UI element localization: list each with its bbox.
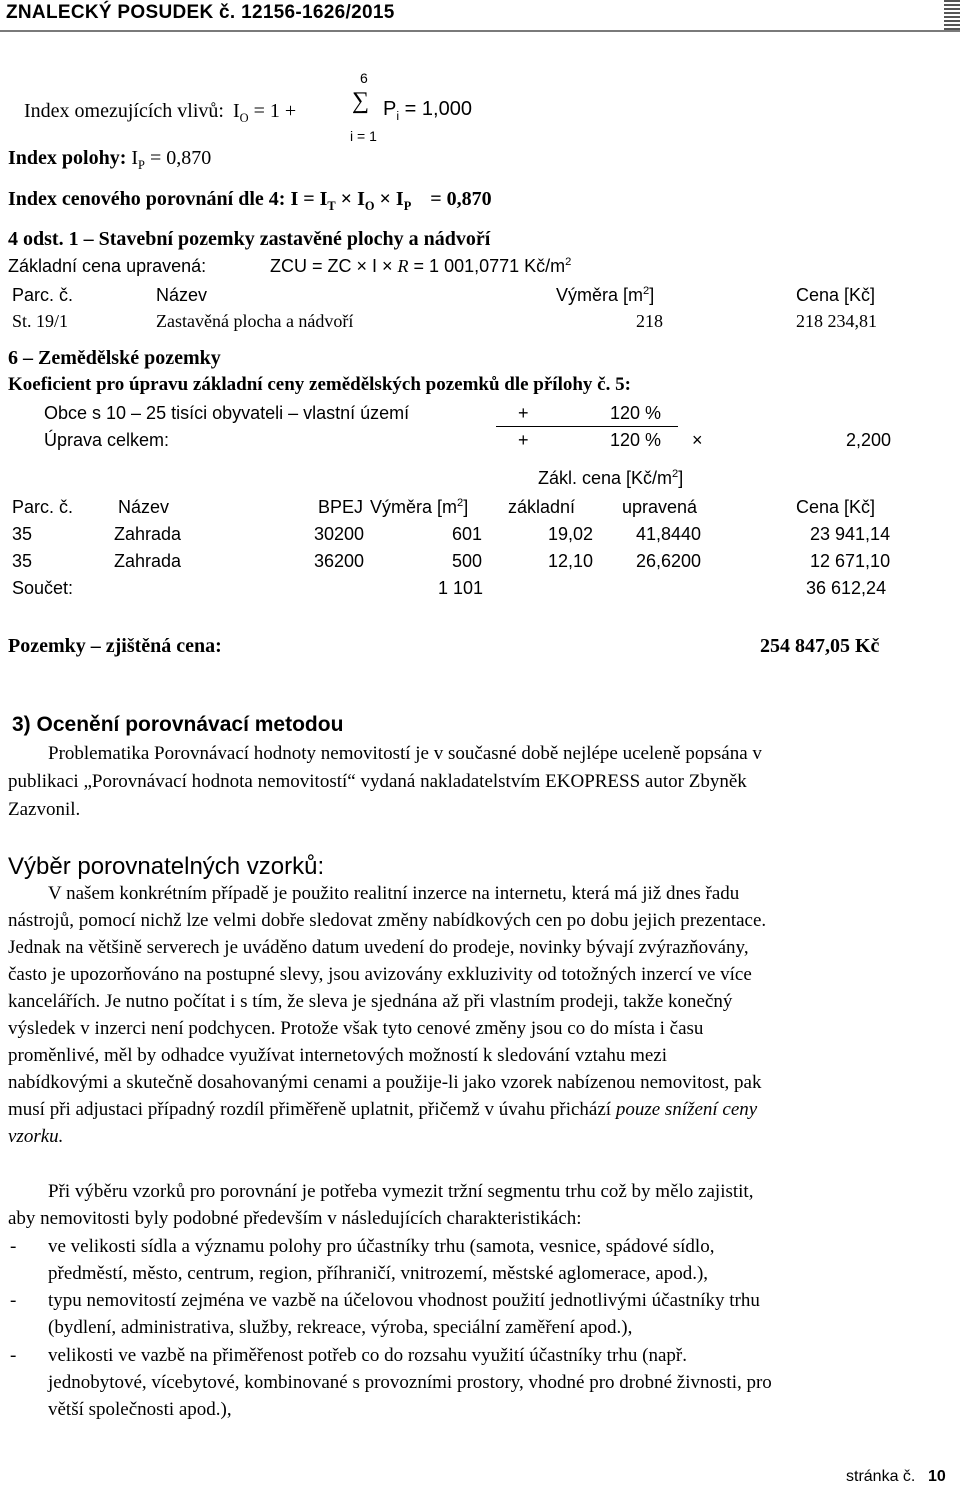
obce-label: Obce s 10 – 25 tisíci obyvateli – vlastní území xyxy=(44,403,410,423)
header-decoration xyxy=(944,0,960,30)
zcu-label: Základní cena upravená: xyxy=(8,256,207,276)
section-heading: 3) Ocenění porovnávací metodou xyxy=(12,713,344,736)
cell-bpej: 30200 xyxy=(314,524,365,544)
page-label: stránka č. xyxy=(846,1468,916,1485)
para-line: proměnlivé, měl by odhadce využívat internetových možností k sledování vztahu mezi xyxy=(8,1045,668,1066)
header-rule xyxy=(0,30,960,32)
para-line: nabídkovými a skutečně dosahovanými cenami a použije-li jako vzorek nabízenou nemovitost, pak xyxy=(8,1072,762,1093)
koeficient-text: Koeficient pro úpravu základní ceny zemědělských pozemků dle přílohy č. 5: xyxy=(8,374,631,395)
cell-bpej: 36200 xyxy=(314,551,365,571)
index-cenoveho-porovnani: Index cenového porovnání dle 4: $I = I_T \times I_O \times I_P = 0,870$ xyxy=(8,188,492,213)
cell-upravena: 41,8440 xyxy=(636,524,702,544)
cell-vymera: 218 xyxy=(636,311,663,331)
col-header-vymera: Výměra $[m^2]$ xyxy=(556,285,655,305)
para-line: Problematika Porovnávací hodnoty nemovitostí je v současné době nejlépe uceleně popsána v xyxy=(48,743,762,764)
index-polohy: Index polohy: $I_P = 0,870$ xyxy=(8,147,212,172)
col-header-cena: Cena [Kč] xyxy=(796,497,876,517)
sum-vymera: 1 101 xyxy=(438,578,484,598)
sum-cena: 36 612,24 xyxy=(806,578,887,598)
section-heading: Výběr porovnatelných vzorků: xyxy=(8,853,325,880)
section-heading: 4 odst. 1 – Stavební pozemky zastavěné plochy a nádvoří xyxy=(8,228,491,250)
header-title: ZNALECKÝ POSUDEK č. 12156-1626/2015 xyxy=(6,2,395,23)
cell-nazev: Zastavěná plocha a nádvoří xyxy=(156,311,354,331)
para-line: nástrojů, pomocí nichž lze velmi dobře sledovat změny nabídkových cen po dobu jejich prezentace. xyxy=(8,910,767,931)
section-heading: 6 – Zemědělské pozemky xyxy=(8,347,221,369)
para-line: publikaci „Porovnávací hodnota nemovitostí“ vydaná nakladatelstvím EKOPRESS autor Zbyněk xyxy=(8,771,747,792)
uprava-label: Úprava celkem: xyxy=(44,430,170,450)
cell-parc: 35 xyxy=(12,524,33,544)
col-header-cena: Cena [Kč] xyxy=(796,285,876,305)
col-header-parc: Parc. č. xyxy=(12,285,74,305)
page-number: 10 xyxy=(928,1468,946,1485)
obce-sign: + xyxy=(518,403,529,423)
page-header xyxy=(0,0,960,30)
para-line: musí při adjustaci případný rozdíl přiměřeně uplatnit, přičemž v úvahu přichází pouze snížení ceny xyxy=(8,1099,758,1120)
sum-label: Součet: xyxy=(12,578,74,598)
index-omezujicich-sum: $P_i = 1,000$ xyxy=(383,98,472,123)
group-header-zakl-cena: Zákl. cena $[Kč/m^2]$ xyxy=(538,468,684,488)
para-line: výsledek v inzerci není podchycen. Protože však tyto cenové změny jsou co do místa i času xyxy=(8,1018,704,1039)
para-line: často je upozorňováno na postupné slevy, jsou avizovány exkluzivity od totožných inzercí ve více xyxy=(8,964,752,985)
cell-cena: 12 671,10 xyxy=(810,551,891,571)
uprava-value: 120 % xyxy=(610,430,662,450)
cell-cena: 23 941,14 xyxy=(810,524,891,544)
col-header-parc: Parc. č. xyxy=(12,497,74,517)
sum-lower-limit: i = 1 xyxy=(350,128,377,144)
cell-cena: 218 234,81 xyxy=(796,311,877,331)
cell-nazev: Zahrada xyxy=(114,524,182,544)
pozemky-label: Pozemky – zjištěná cena: xyxy=(8,635,222,657)
col-header-nazev: Název xyxy=(156,285,208,305)
cell-vymera: 601 xyxy=(452,524,483,544)
col-header-bpej: BPEJ xyxy=(318,497,364,517)
index-omezujicich: Index omezujících vlivů: $I_O = 1$ + xyxy=(24,100,297,125)
col-header-zakladni: základní xyxy=(508,497,576,517)
bullet-dash: - xyxy=(10,1290,17,1311)
cell-vymera: 500 xyxy=(452,551,483,571)
para-line: Při výběru vzorků pro porovnání je potřeba vymezit tržní segmentu trhu což by mělo zajistit, xyxy=(48,1181,754,1202)
col-header-nazev: Název xyxy=(118,497,170,517)
col-header-vymera: Výměra $[m^2]$ xyxy=(370,497,469,517)
cell-upravena: 26,6200 xyxy=(636,551,702,571)
times-sign: × xyxy=(692,430,703,450)
para-line: vzorku. xyxy=(8,1126,64,1147)
para-line: Jednak na většině serverech je uváděno datum uvedení do prodeje, novinky bývají zvýrazňovány, xyxy=(8,937,749,958)
cell-parc: St. 19/1 xyxy=(12,311,69,331)
obce-value: 120 % xyxy=(610,403,662,423)
sum-symbol: ∑ xyxy=(352,88,370,114)
zcu-formula: ZCU = ZC × I × R = 1 001,0771 $Kč/m^2$ xyxy=(270,256,572,276)
bullet-line: jednobytové, vícebytové, kombinované s provozními prostory, vhodné pro drobné živnosti, pro xyxy=(48,1372,772,1393)
bullet-line: předměstí, město, centrum, region, příhraničí, vnitrozemí, městské aglomerace, apod.), xyxy=(48,1263,709,1284)
para-line: Zazvonil. xyxy=(8,799,81,820)
bullet-dash: - xyxy=(10,1236,17,1257)
sum-rule xyxy=(496,426,678,427)
bullet-line: ve velikosti sídla a významu polohy pro účastníky trhu (samota, vesnice, spádové sídlo, xyxy=(48,1236,715,1257)
pozemky-value: 254 847,05 Kč xyxy=(760,635,880,657)
para-line: aby nemovitosti byly podobné především v následujících charakteristikách: xyxy=(8,1208,582,1229)
col-header-upravena: upravená xyxy=(622,497,698,517)
bullet-line: typu nemovitostí zejména ve vazbě na účelovou vhodnost použití jednotlivými účastníky trhu xyxy=(48,1290,760,1311)
bullet-line: (bydlení, administrativa, služby, rekreace, výroba, speciální zaměření apod.), xyxy=(48,1317,633,1338)
sum-upper-limit: 6 xyxy=(360,70,368,86)
uprava-coefficient: 2,200 xyxy=(846,430,892,450)
cell-zakladni: 19,02 xyxy=(548,524,594,544)
cell-parc: 35 xyxy=(12,551,33,571)
uprava-sign: + xyxy=(518,430,529,450)
bullet-line: velikosti ve vazbě na přiměřenost potřeb co do rozsahu využití účastníky trhu (např. xyxy=(48,1345,687,1366)
bullet-dash: - xyxy=(10,1345,17,1366)
para-line: kancelářích. Je nutno počítat i s tím, že sleva je sjednána až při vlastním prodeji, takže konečný xyxy=(8,991,733,1012)
cell-nazev: Zahrada xyxy=(114,551,182,571)
cell-zakladni: 12,10 xyxy=(548,551,594,571)
bullet-line: větší společnosti apod.), xyxy=(48,1399,232,1420)
para-line: V našem konkrétním případě je použito realitní inzerce na internetu, která má již dnes řadu xyxy=(48,883,740,904)
